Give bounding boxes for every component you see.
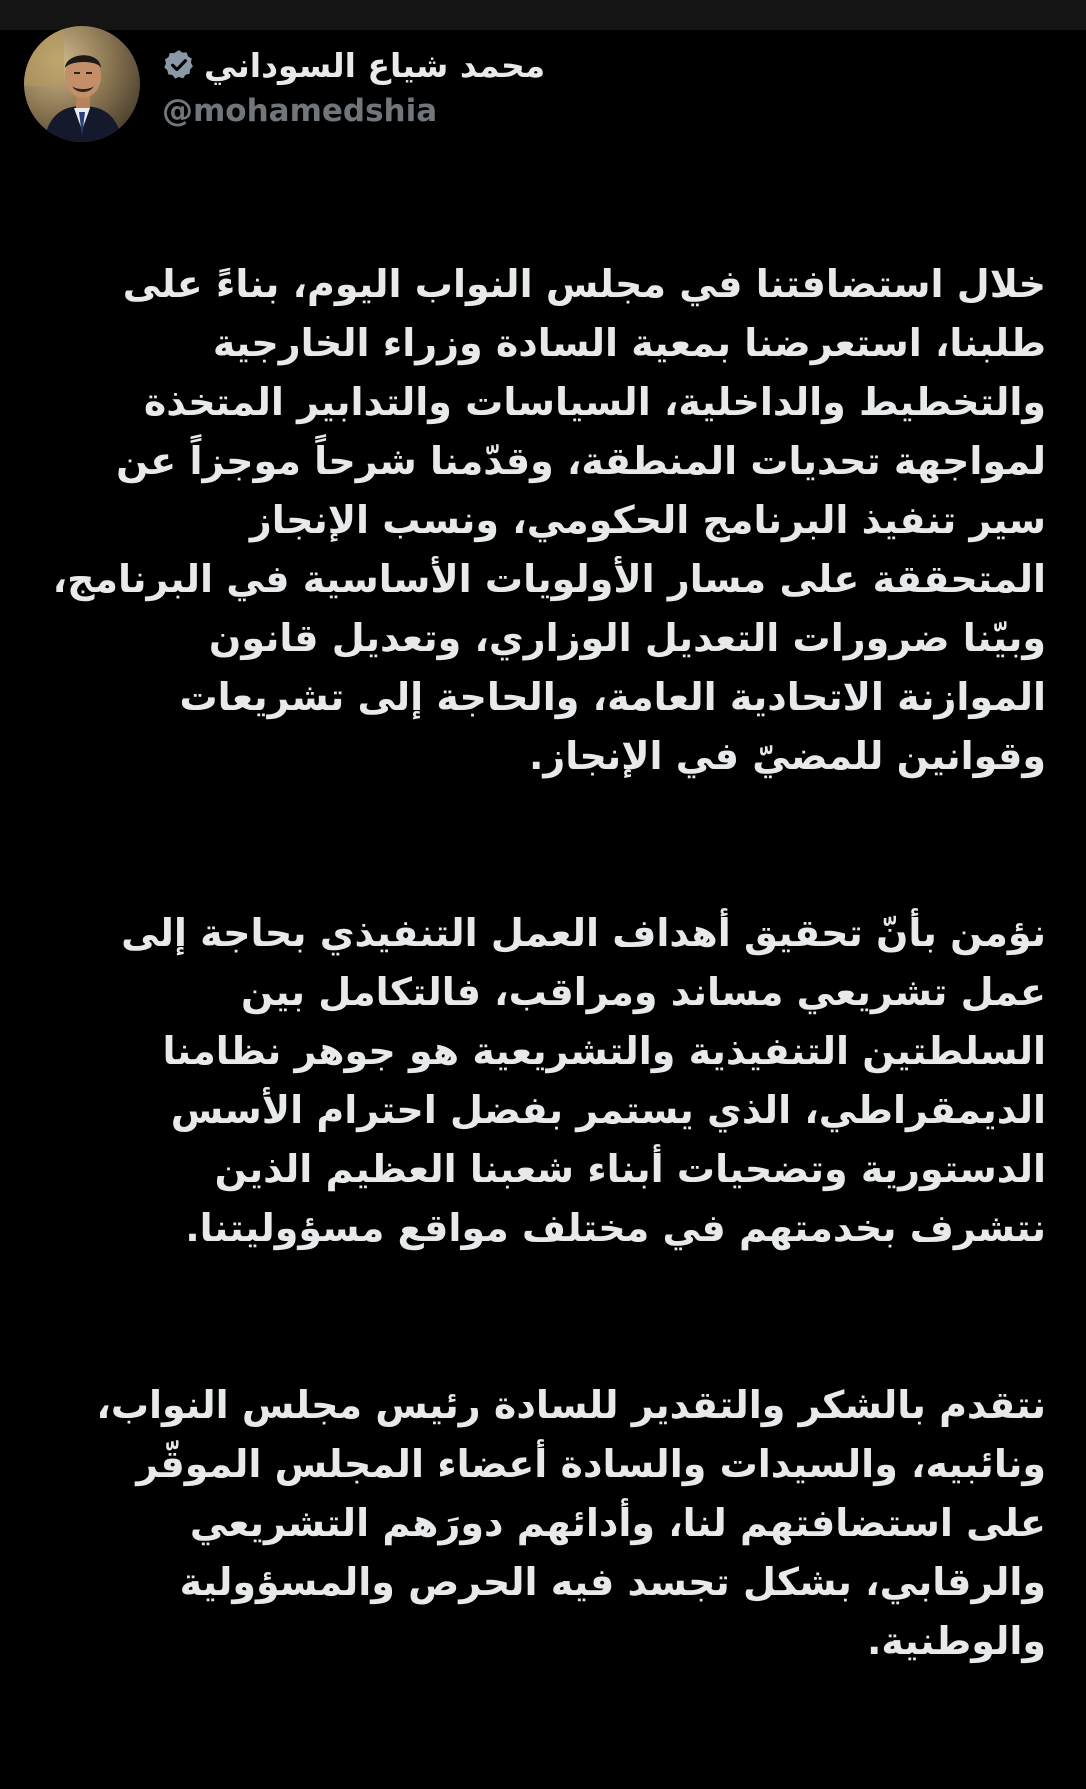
top-strip bbox=[0, 0, 1086, 30]
tweet-text bbox=[36, 196, 1046, 1789]
author-meta bbox=[162, 39, 545, 129]
avatar-portrait bbox=[24, 26, 140, 142]
avatar[interactable] bbox=[24, 26, 140, 142]
tweet-paragraph-3: نتقدم بالشكر والتقدير للسادة رئيس مجلس النواب، ونائبيه، والسيدات والسادة أعضاء المجلس الموقّر على استضافتهم لنا، وأدائهم دورَهم التشريعي والرقابي، بشكل تجسد فيه الحرص والمسؤولية والوطنية. bbox=[96, 1383, 1046, 1663]
name-line bbox=[162, 39, 545, 91]
tweet-author-row bbox=[24, 28, 545, 140]
tweet-paragraph-1: خلال استضافتنا في مجلس النواب اليوم، بناءً على طلبنا، استعرضنا بمعية السادة وزراء الخارجية والتخطيط والداخلية، السياسات والتدابير المتخذة لمواجهة تحديات المنطقة، وقدّمنا شرحاً موجزاً عن سير تنفيذ البرنامج الحكومي، ونسب الإنجاز المتحققة على مسار الأولويات الأساسية في البرنامج، وبيّنا ضرورات التعديل الوزاري، وتعديل قانون الموازنة الاتحادية العامة، والحاجة إلى تشريعات وقوانين للمضيّ في الإنجاز. bbox=[52, 262, 1046, 778]
author-display-name[interactable]: محمد شياع السوداني bbox=[204, 45, 546, 85]
tweet-paragraph-2: نؤمن بأنّ تحقيق أهداف العمل التنفيذي بحاجة إلى عمل تشريعي مساند ومراقب، فالتكامل بين السلطتين التنفيذية والتشريعية هو جوهر نظامنا الديمقراطي، الذي يستمر بفضل احترام الأسس الدستورية وتضحيات أبناء شعبنا العظيم الذين نتشرف بخدمتهم في مختلف مواقع مسؤوليتنا. bbox=[121, 911, 1046, 1250]
author-handle[interactable]: @mohamedshia bbox=[162, 93, 438, 129]
verified-badge-icon bbox=[162, 48, 196, 82]
